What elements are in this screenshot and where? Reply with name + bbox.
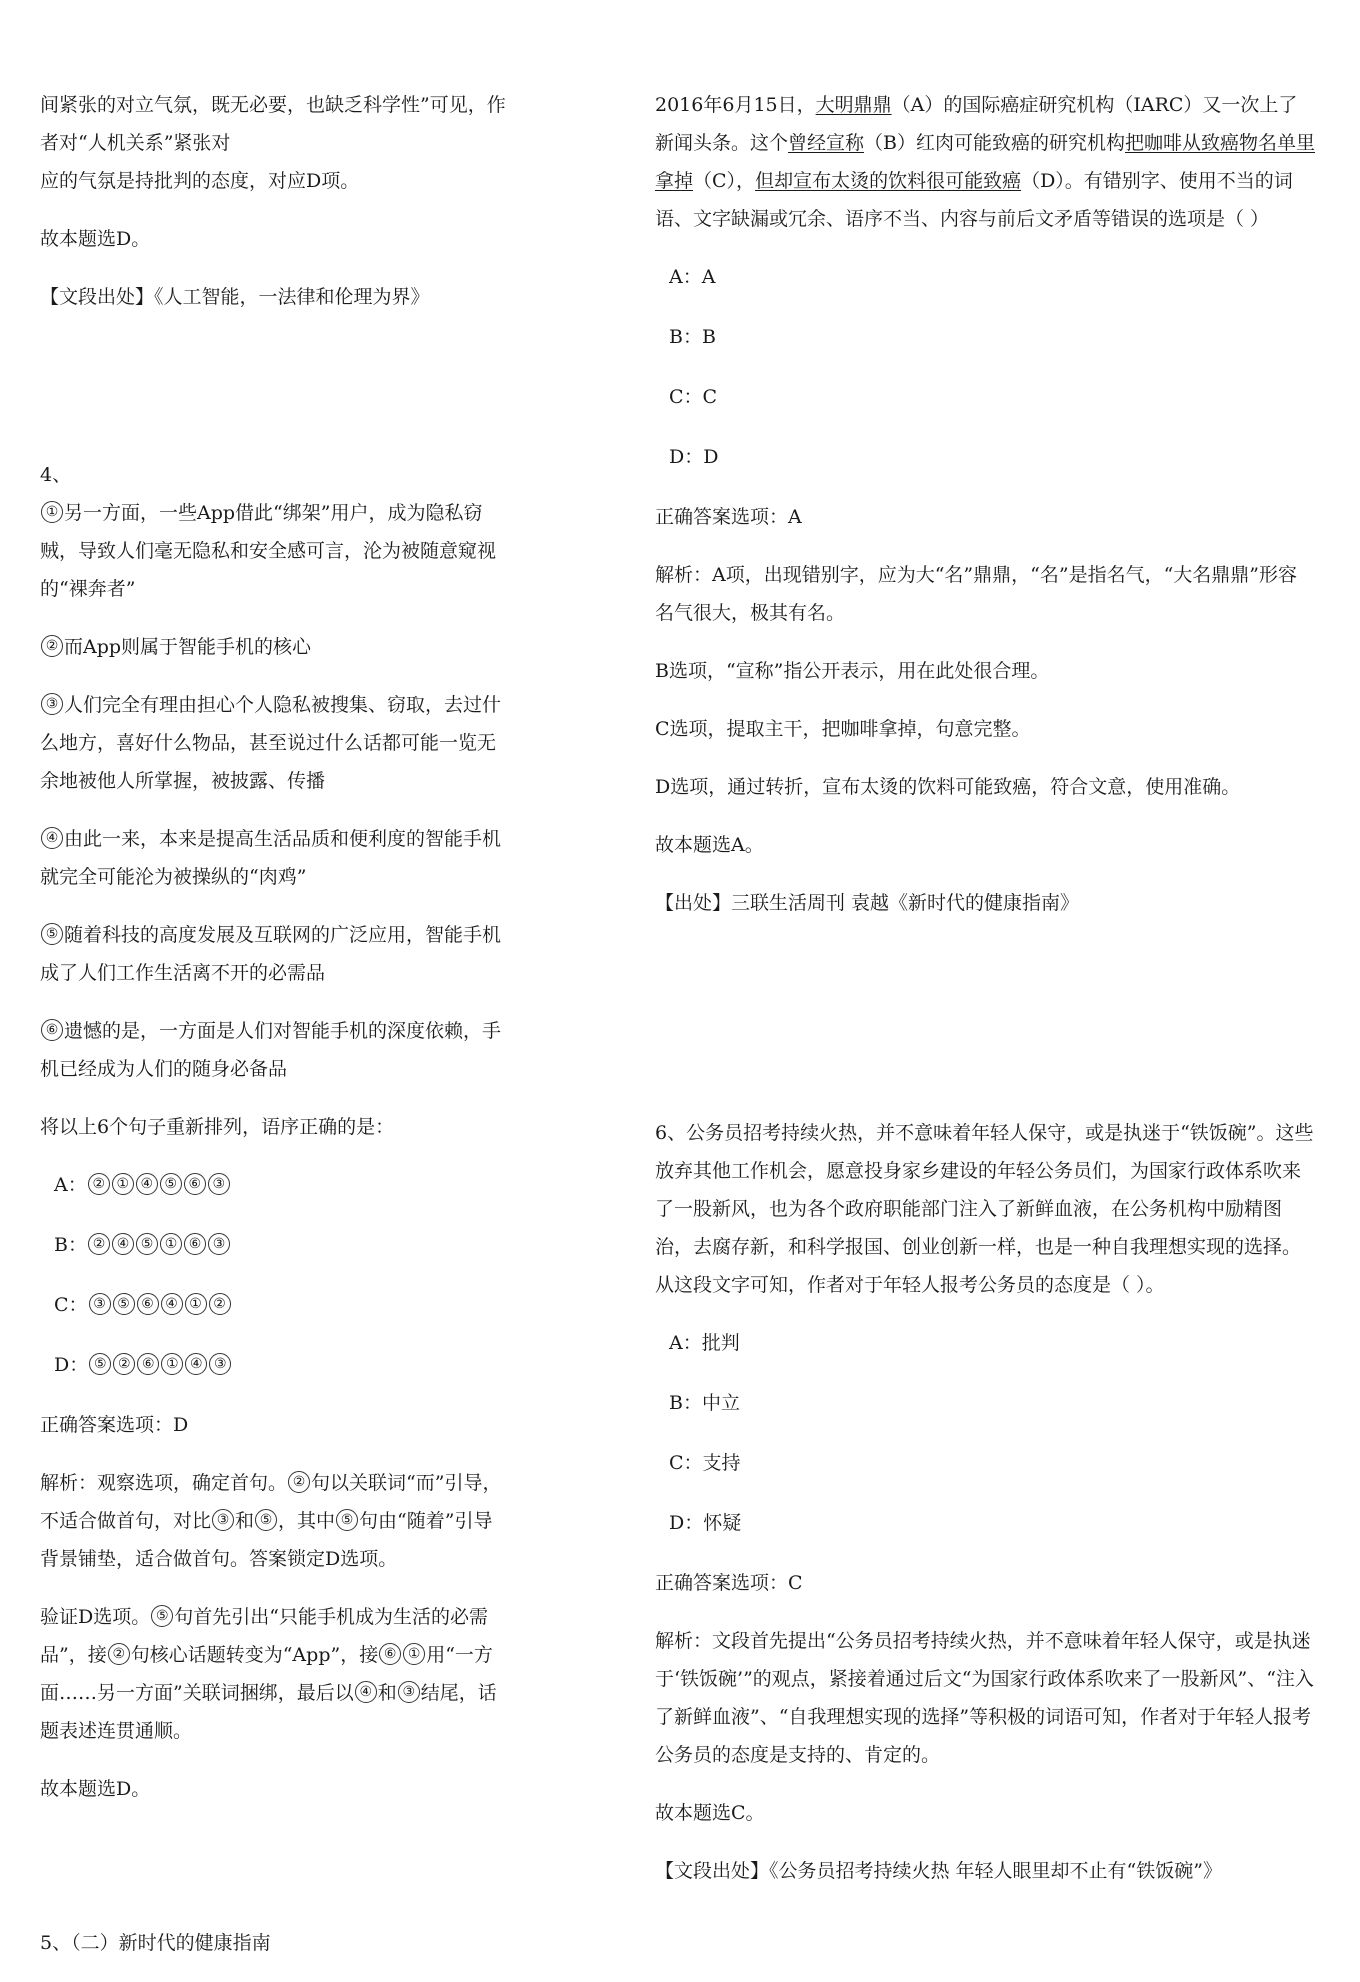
option-d[interactable] [54, 1346, 510, 1384]
sentence-text: 而App则属于智能手机的核心 [64, 636, 312, 658]
question-conclusion: 故本题选C。 [655, 1802, 765, 1824]
underlined-phrase-c: 把咖啡从致癌物名单里拿掉 [655, 132, 1316, 192]
analysis-paragraph [40, 1464, 510, 1578]
verify-paragraph [40, 1598, 510, 1750]
underlined-phrase-b: 曾经宣称 [788, 132, 865, 154]
answer-line: 正确答案选项：C [655, 1572, 803, 1594]
inline-marker: ① [403, 1643, 425, 1665]
analysis-text: 解析：观察选项，确定首句。 [40, 1472, 288, 1494]
sentence-text: 随着科技的高度发展及互联网的广泛应用，智能手机成了人们工作生活离不开的必需品 [40, 924, 502, 984]
option-mark: ② [88, 1173, 110, 1195]
verify-text: 验证D选项。 [40, 1606, 151, 1628]
sentence-marker: ⑤ [41, 923, 63, 945]
option-d[interactable]: D：怀疑 [669, 1512, 742, 1534]
underlined-phrase-d: 但却宣布太烫的饮料很可能致癌 [755, 170, 1022, 192]
verify-text: 结尾，话题表述连贯通顺。 [40, 1682, 497, 1742]
question-5 [655, 86, 1315, 922]
inline-marker: ② [288, 1471, 310, 1493]
option-mark: ⑥ [184, 1173, 206, 1195]
intro-line-2: 应的气氛是持批判的态度，对应D项。 [40, 170, 360, 192]
sentence-text: 由此一来，本来是提高生活品质和便利度的智能手机就完全可能沦为被操纵的“肉鸡” [40, 828, 502, 888]
question-stem [655, 86, 1315, 238]
sentence-item [40, 494, 510, 608]
answer-line: 正确答案选项：A [655, 506, 802, 528]
sentence-text: 人们完全有理由担心个人隐私被搜集、窃取，去过什么地方，喜好什么物品，甚至说过什么话都可能一览无余地被他人所掌握，被披露、传播 [40, 694, 502, 792]
option-mark: ⑤ [136, 1233, 158, 1255]
option-b[interactable] [54, 1226, 510, 1264]
question-conclusion: 故本题选A。 [655, 834, 764, 856]
option-mark: ① [185, 1293, 207, 1315]
option-d[interactable]: D：D [669, 446, 719, 468]
sentence-marker: ⑥ [41, 1019, 63, 1041]
analysis-text: 句由“随着”引导背景铺垫，适合做首句。答案锁定D选项。 [40, 1510, 493, 1570]
stem-text: （C）， [693, 170, 756, 192]
spacer [40, 336, 510, 456]
inline-marker: ③ [212, 1509, 234, 1531]
option-c[interactable] [54, 1286, 510, 1324]
option-a[interactable]: A：批判 [669, 1332, 740, 1354]
inline-marker: ② [108, 1643, 130, 1665]
inline-marker: ⑤ [255, 1509, 277, 1531]
question-number: 4、 [40, 464, 72, 486]
option-mark: ③ [208, 1173, 230, 1195]
option-mark: ③ [208, 1233, 230, 1255]
option-mark: ① [161, 1353, 183, 1375]
verify-text: 和 [377, 1682, 397, 1704]
sentence-item [40, 628, 510, 666]
sentence-marker: ④ [41, 827, 63, 849]
option-label: D： [54, 1354, 89, 1376]
analysis-text: ，其中 [278, 1510, 336, 1532]
intro-paragraph [40, 86, 510, 200]
option-mark: ⑤ [89, 1353, 111, 1375]
verify-text: 用“一方面……另一方面”关联词捆绑，最后以 [40, 1644, 493, 1704]
option-mark: ① [160, 1233, 182, 1255]
underlined-phrase-a: 大明鼎鼎 [815, 94, 892, 116]
option-b[interactable]: B：中立 [669, 1392, 740, 1414]
sentence-item [40, 820, 510, 896]
spacer [655, 942, 1315, 1114]
stem-text: （D）。有错别字、使用不当的词语、文字缺漏或冗余、语序不当、内容与前后文矛盾等错误的选项是（ ） [655, 170, 1293, 230]
option-b[interactable]: B：B [669, 326, 716, 348]
right-column [655, 86, 1315, 1910]
question-6 [655, 1114, 1315, 1890]
analysis-text: 和 [235, 1510, 255, 1532]
option-c[interactable]: C：支持 [669, 1452, 741, 1474]
question-source: 【文段出处】《公务员招考持续火热 年轻人眼里却不止有“铁饭碗”》 [655, 1860, 1222, 1882]
question-conclusion: 故本题选D。 [40, 1778, 151, 1800]
inline-marker: ④ [355, 1681, 377, 1703]
intro-line-1: 间紧张的对立气氛，既无必要，也缺乏科学性”可见，作者对“人机关系”紧张对 [40, 94, 506, 154]
option-mark: ② [88, 1233, 110, 1255]
sentence-marker: ① [41, 501, 63, 523]
stem-text: 2016年6月15日， [655, 94, 816, 116]
verify-text: 句核心话题转变为“App”，接 [130, 1644, 379, 1666]
option-c[interactable]: C：C [669, 386, 718, 408]
option-mark: ③ [209, 1353, 231, 1375]
inline-marker: ⑤ [151, 1605, 173, 1627]
option-mark: ④ [112, 1233, 134, 1255]
answer-line: 正确答案选项：D [40, 1414, 189, 1436]
analysis-text: 句以关联词“而”引导，不适合做首句，对比 [40, 1472, 502, 1532]
option-mark: ⑤ [160, 1173, 182, 1195]
left-column [40, 86, 510, 1982]
question-source: 【出处】三联生活周刊 袁越《新时代的健康指南》 [655, 892, 1080, 914]
sentence-text: 遗憾的是，一方面是人们对智能手机的深度依赖，手机已经成为人们的随身必备品 [40, 1020, 502, 1080]
sentence-item [40, 916, 510, 992]
option-mark: ④ [161, 1293, 183, 1315]
option-mark: ② [113, 1353, 135, 1375]
option-a[interactable]: A：A [669, 266, 716, 288]
option-label: C： [54, 1294, 88, 1316]
option-label: B： [54, 1234, 87, 1256]
option-mark: ④ [185, 1353, 207, 1375]
option-mark: ⑤ [113, 1293, 135, 1315]
sentence-marker: ② [41, 635, 63, 657]
analysis-paragraph: B选项，“宣称”指公开表示，用在此处很合理。 [655, 660, 1050, 682]
analysis-paragraph: 解析：A项，出现错别字，应为大“名”鼎鼎，“名”是指名气，“大名鼎鼎”形容名气很大，极其有名。 [655, 564, 1298, 624]
inline-marker: ③ [398, 1681, 420, 1703]
option-mark: ② [209, 1293, 231, 1315]
option-mark: ⑥ [184, 1233, 206, 1255]
question-4 [40, 456, 510, 1808]
analysis-paragraph: D选项，通过转折，宣布太烫的饮料可能致癌，符合文意，使用准确。 [655, 776, 1241, 798]
option-mark: ⑥ [137, 1353, 159, 1375]
sentence-item [40, 686, 510, 800]
option-mark: ① [112, 1173, 134, 1195]
question-stem: 6、公务员招考持续火热，并不意味着年轻人保守，或是执迷于“铁饭碗”。这些放弃其他工作机会，愿意投身家乡建设的年轻公务员们，为国家行政体系吹来了一股新风，也为各个政府职能部门注入了新鲜血液，在公务机构中励精图治，去腐存新，和科学报国、创业创新一样，也是一种自我理想实现的选择。从这段文字可知，作者对于年轻人报考公务员的态度是（ ）。 [655, 1122, 1314, 1296]
verify-text: 句首先引出“只能手机成为生活的必需品”，接 [40, 1606, 488, 1666]
option-mark: ⑥ [137, 1293, 159, 1315]
option-label: A： [54, 1174, 87, 1196]
sentence-item [40, 1012, 510, 1088]
question-5-heading: 5、（二）新时代的健康指南 [40, 1932, 271, 1954]
inline-marker: ⑥ [379, 1643, 401, 1665]
spacer [40, 1828, 510, 1924]
sentence-text: 另一方面，一些App借此“绑架”用户，成为隐私窃贼，导致人们毫无隐私和安全感可言，沦为被随意窥视的“裸奔者” [40, 502, 497, 600]
option-mark: ④ [136, 1173, 158, 1195]
analysis-paragraph: 解析：文段首先提出“公务员招考持续火热，并不意味着年轻人保守，或是执迷于‘铁饭碗’”的观点，紧接着通过后文“为国家行政体系吹来了一股新风”、“注入了新鲜血液”、“自我理想实现的选择”等积极的词语可知，作者对于年轻人报考公务员的态度是支持的、肯定的。 [655, 1630, 1314, 1766]
option-a[interactable] [54, 1166, 510, 1204]
analysis-paragraph: C选项，提取主干，把咖啡拿掉，句意完整。 [655, 718, 1031, 740]
inline-marker: ⑤ [336, 1509, 358, 1531]
stem-text: （B）红肉可能致癌的研究机构 [864, 132, 1125, 154]
sentence-marker: ③ [41, 693, 63, 715]
option-mark: ③ [89, 1293, 111, 1315]
stem-text: （A）的国际癌症研究机构（IARC）又一次上了新闻头条。这个 [655, 94, 1298, 154]
intro-conclusion: 故本题选D。 [40, 228, 151, 250]
intro-source: 【文段出处】《人工智能，一法律和伦理为界》 [40, 286, 430, 308]
question-prompt: 将以上6个句子重新排列，语序正确的是： [40, 1116, 395, 1138]
